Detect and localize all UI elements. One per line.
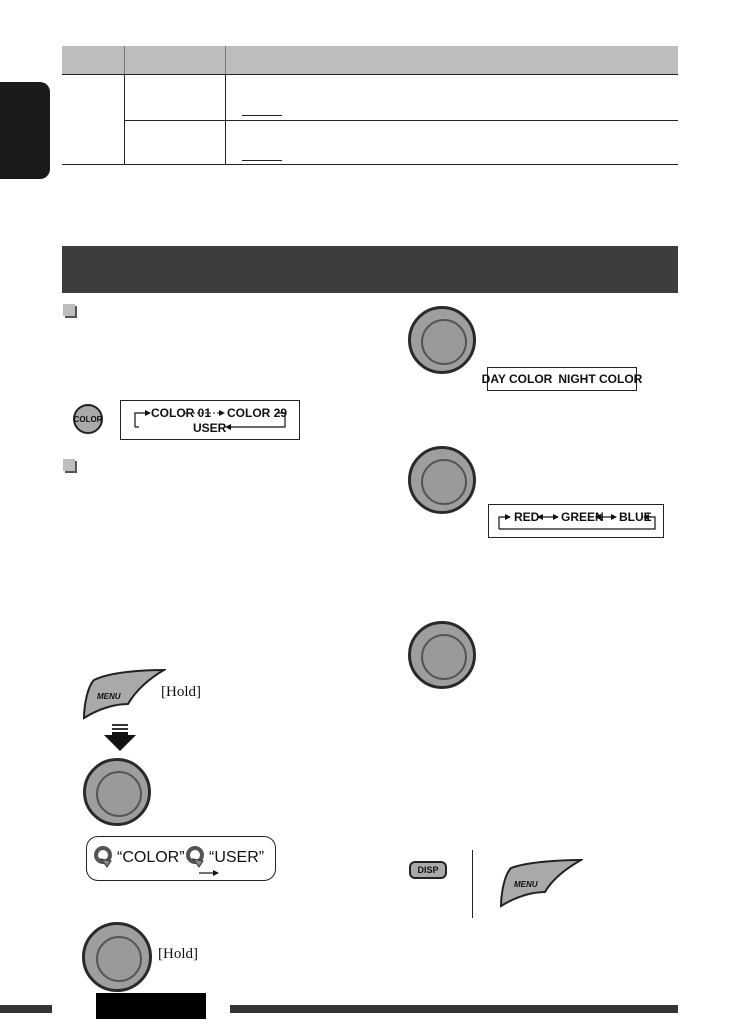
hold-label: [Hold] — [161, 684, 201, 700]
menu-key-shape-icon — [499, 858, 583, 908]
table-header-divider — [225, 46, 226, 74]
footer-bar — [0, 1005, 52, 1013]
green-label: GREEN — [561, 510, 604, 524]
or-divider — [472, 850, 473, 918]
color-user-label: USER — [193, 421, 227, 435]
bubble-user-text: “USER” — [209, 849, 265, 866]
down-arrow-icon — [102, 724, 138, 752]
page-number-block — [96, 993, 206, 1019]
language-side-tab — [0, 82, 50, 179]
control-dial[interactable] — [82, 922, 152, 992]
day-night-sequence — [481, 367, 643, 391]
color-button-label: COLOR — [73, 414, 103, 424]
night-color-label: NIGHT COLOR — [558, 372, 643, 386]
day-color-label: DAY COLOR — [481, 372, 553, 386]
hold-label: [Hold] — [158, 946, 198, 962]
subsection-marker-icon — [63, 304, 75, 316]
bubble-color-text: “COLOR” — [117, 849, 185, 866]
menu-button-label: MENU — [514, 880, 538, 889]
control-dial[interactable] — [408, 446, 476, 514]
menu-button[interactable] — [82, 668, 166, 720]
menu-button-label: MENU — [97, 692, 121, 701]
color-first-label: COLOR 01 — [151, 406, 212, 420]
table-header-divider — [124, 46, 125, 74]
dial-press-icon — [185, 845, 207, 869]
control-dial[interactable] — [83, 758, 151, 826]
default-setting-underline — [242, 115, 282, 116]
table-rule — [62, 74, 678, 75]
right-arrow-icon — [199, 869, 219, 877]
control-dial[interactable] — [408, 306, 476, 374]
table-column-line — [225, 74, 226, 164]
table-rule — [124, 120, 678, 121]
color-sequence-box — [120, 400, 300, 440]
disp-button[interactable] — [409, 861, 447, 879]
color-last-label: COLOR 29 — [227, 406, 288, 420]
default-setting-underline — [242, 160, 282, 161]
blue-label: BLUE — [619, 510, 652, 524]
selection-bubble — [86, 836, 276, 881]
section-header — [62, 246, 678, 293]
control-dial[interactable] — [408, 621, 476, 689]
disp-button-label: DISP — [417, 865, 439, 875]
menu-button[interactable] — [499, 858, 583, 908]
table-header — [62, 46, 678, 74]
menu-key-shape-icon — [82, 668, 166, 720]
red-label: RED — [514, 510, 540, 524]
subsection-marker-icon — [63, 459, 75, 471]
footer-bar — [230, 1005, 678, 1013]
table-rule — [62, 164, 678, 165]
table-column-line — [124, 74, 125, 164]
color-button[interactable] — [73, 404, 103, 434]
rgb-sequence — [488, 504, 664, 538]
dial-turn-icon — [93, 845, 115, 869]
